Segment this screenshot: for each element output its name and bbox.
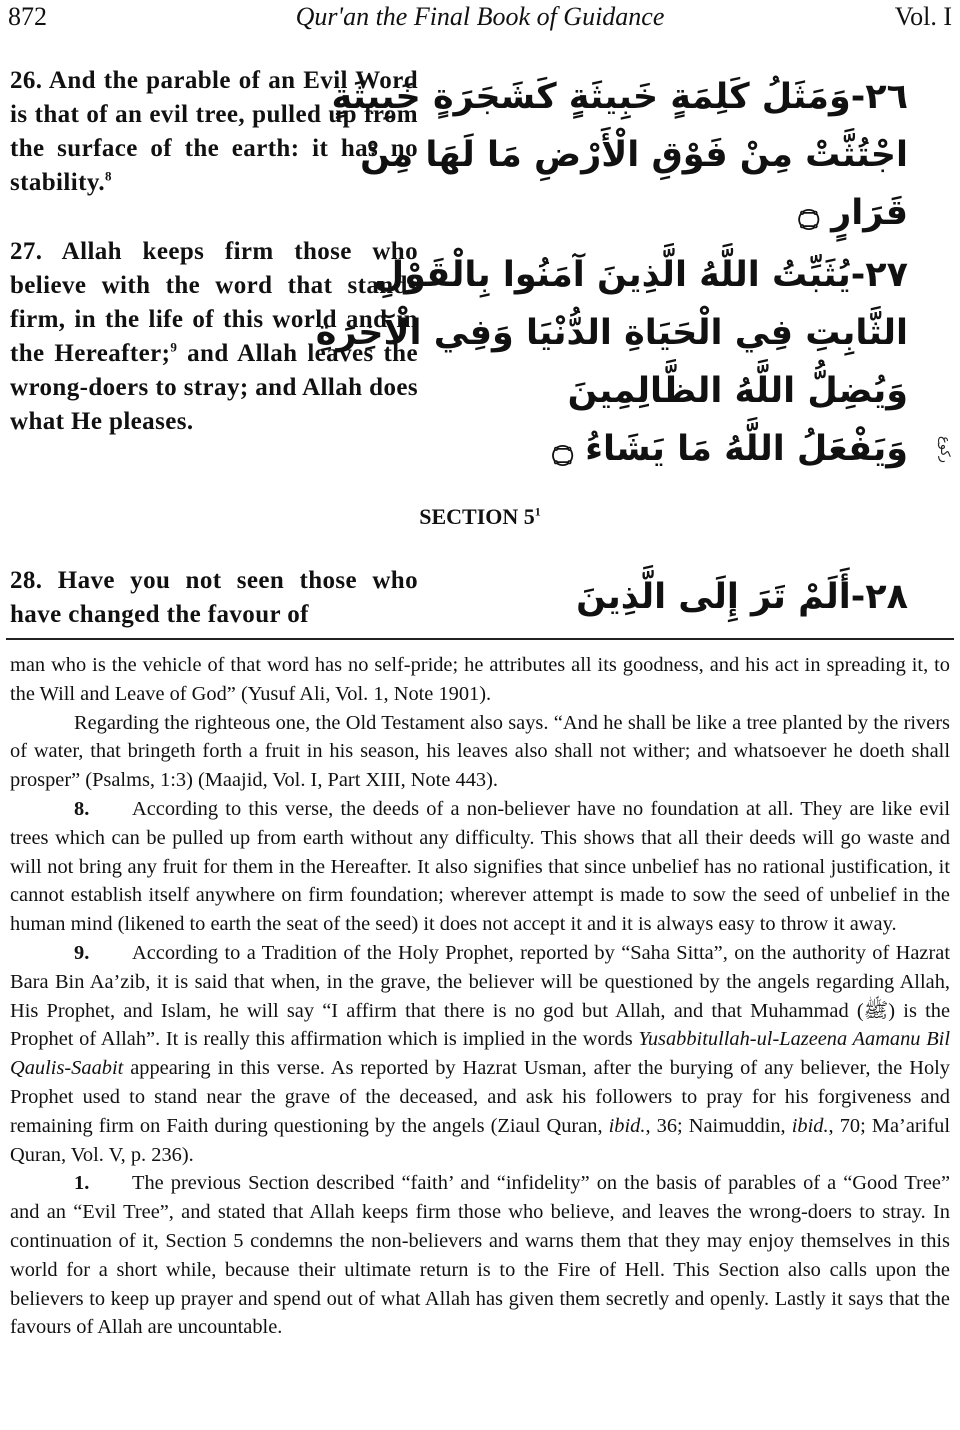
arabic-line: ٢٧-يُثَبِّتُ اللَّهُ الَّذِينَ آمَنُوا بِالْقَوْلِ (373, 255, 908, 295)
arabic-line: وَيَفْعَلُ اللَّهُ مَا يَشَاءُ ۝ (552, 429, 908, 469)
arabic-line: وَيُضِلُّ اللَّهُ الظَّالِمِينَ (567, 371, 908, 411)
footnote-divider (6, 638, 954, 640)
page-number: 872 (8, 2, 47, 31)
ruku-marker: ركوع (937, 436, 952, 463)
arabic-line: اجْتُثَّتْ مِنْ فَوْقِ الْأَرْضِ مَا لَهَا مِنْ (360, 135, 908, 175)
verse-28-arabic (478, 568, 908, 626)
footnote-ref-9: 9 (170, 339, 178, 355)
footnote-number: 8. (74, 797, 90, 820)
arabic-line: ٢٨-أَلَمْ تَرَ إِلَى الَّذِينَ (576, 577, 908, 617)
arabic-line: قَرَارٍ ۝ (798, 193, 908, 233)
section-heading: SECTION $5^1$ (419, 504, 541, 529)
note-continuation: man who is the vehicle of that word has no self-pride; he attributes all its goodness, and his act in spreading it, to the Will and Leave of God” (Yusuf Ali, Vol. 1, Note 1901). (10, 654, 950, 705)
italic-phrase: Yusabbitullah-ul-Lazeena Aamanu Bil Qaulis-Saabit (10, 1028, 950, 1080)
arabic-line: ٢٦-وَمَثَلُ كَلِمَةٍ خَبِيثَةٍ كَشَجَرَةٍ خَبِيثَةٍ (331, 77, 908, 117)
volume-label: Vol. I (894, 2, 952, 31)
footnote-9: 9. According to a Tradition of the Holy Prophet, reported by “Saha Sitta”, on the authority of Hazrat Bara Bin Aa’zib, it is said that when, in the grave, the believer will be questioned by the angels regarding Allah, His Prophet, and Islam, he will say “I affirm that there is no god but Allah, and that Muhammad (ﷺ) is the Prophet of Allah”. It is really this affirmation which is implied in the words Yusabbitullah-ul-Lazeena Aamanu Bil Qaulis-Saabit appearing in this verse. As reported by Hazrat Usman, after the burying of any believer, the Holy Prophet used to stand near the grave of the deceased, and ask his followers to pray for his forgiveness and remaining firm on Faith during questioning by the angels (Ziaul Quran, ibid., 36; Naimuddin, ibid., 70; Ma’ariful Quran, Vol. V, p. 236). (10, 939, 950, 1169)
verse-28-english: 28. Have you not seen those who have changed the favour of (10, 567, 418, 628)
footnotes (10, 651, 950, 1342)
arabic-line: الثَّابِتِ فِي الْحَيَاةِ الدُّنْيَا وَفِي الْآخِرَةِ (315, 313, 908, 353)
footnote-ref-8: 8 (105, 168, 112, 184)
verse-26-arabic (331, 68, 908, 242)
verse-27-english: 27. Allah keeps firm those who believe with the word that stands firm, in the life of this world and in the Hereafter;$^9$ and Allah leaves the wrong-doers to stray; and Allah does what He pleases. (10, 238, 418, 435)
footnote-number: 1. (74, 1172, 90, 1195)
verse-26-english: 26. And the parable of an Evil Word is that of an evil tree, pulled up from the surface of the earth: it has no stability.$^8$ (10, 67, 418, 196)
footnote-1: 1. The previous Section described “faith’ and “infidelity” on the basis of parables of a “Good Tree” and an “Evil Tree”, and stated that Allah keeps firm those who believe, and leaves the wrong-doers to stray. In continuation of it, Section 5 condemns the non-believers and warns them that they may enjoy themselves in this world for a short while, because their ultimate return is to the Fire of Hell. This Section also calls upon the believers to keep up prayer and spend out of what Allah has given them secretly and openly. Lastly it says that the favours of Allah are uncountable. (10, 1169, 950, 1342)
footnote-ref-1: 1 (534, 504, 541, 519)
footnote-8: 8. According to this verse, the deeds of a non-believer have no foundation at all. They are like evil trees which can be pulled up from earth without any difficulty. This shows that all their deeds will go waste and will not bring any fruit for them in the Hereafter. It also signifies that since unbelief has no rational justification, it cannot establish itself anywhere on firm foundation; wherever attempt is made to sow the seed of unbelief in the human mind (likened to earth the seat of the seed) it does not accept it and it is always easy to throw it away. (10, 795, 950, 939)
book-title: Qur'an the Final Book of Guidance (295, 2, 665, 31)
footnote-number: 9. (74, 941, 90, 964)
verse-27-arabic (315, 246, 908, 478)
page-header (8, 2, 952, 36)
note-old-testament: Regarding the righteous one, the Old Testament also says. “And he shall be like a tree planted by the rivers of water, that bringeth forth a fruit in his season, his leaves also shall not wither; and whatsoever he doeth shall prosper” (Psalms, 1:3) (Maajid, Vol. I, Part XIII, Note 443). (10, 711, 950, 792)
